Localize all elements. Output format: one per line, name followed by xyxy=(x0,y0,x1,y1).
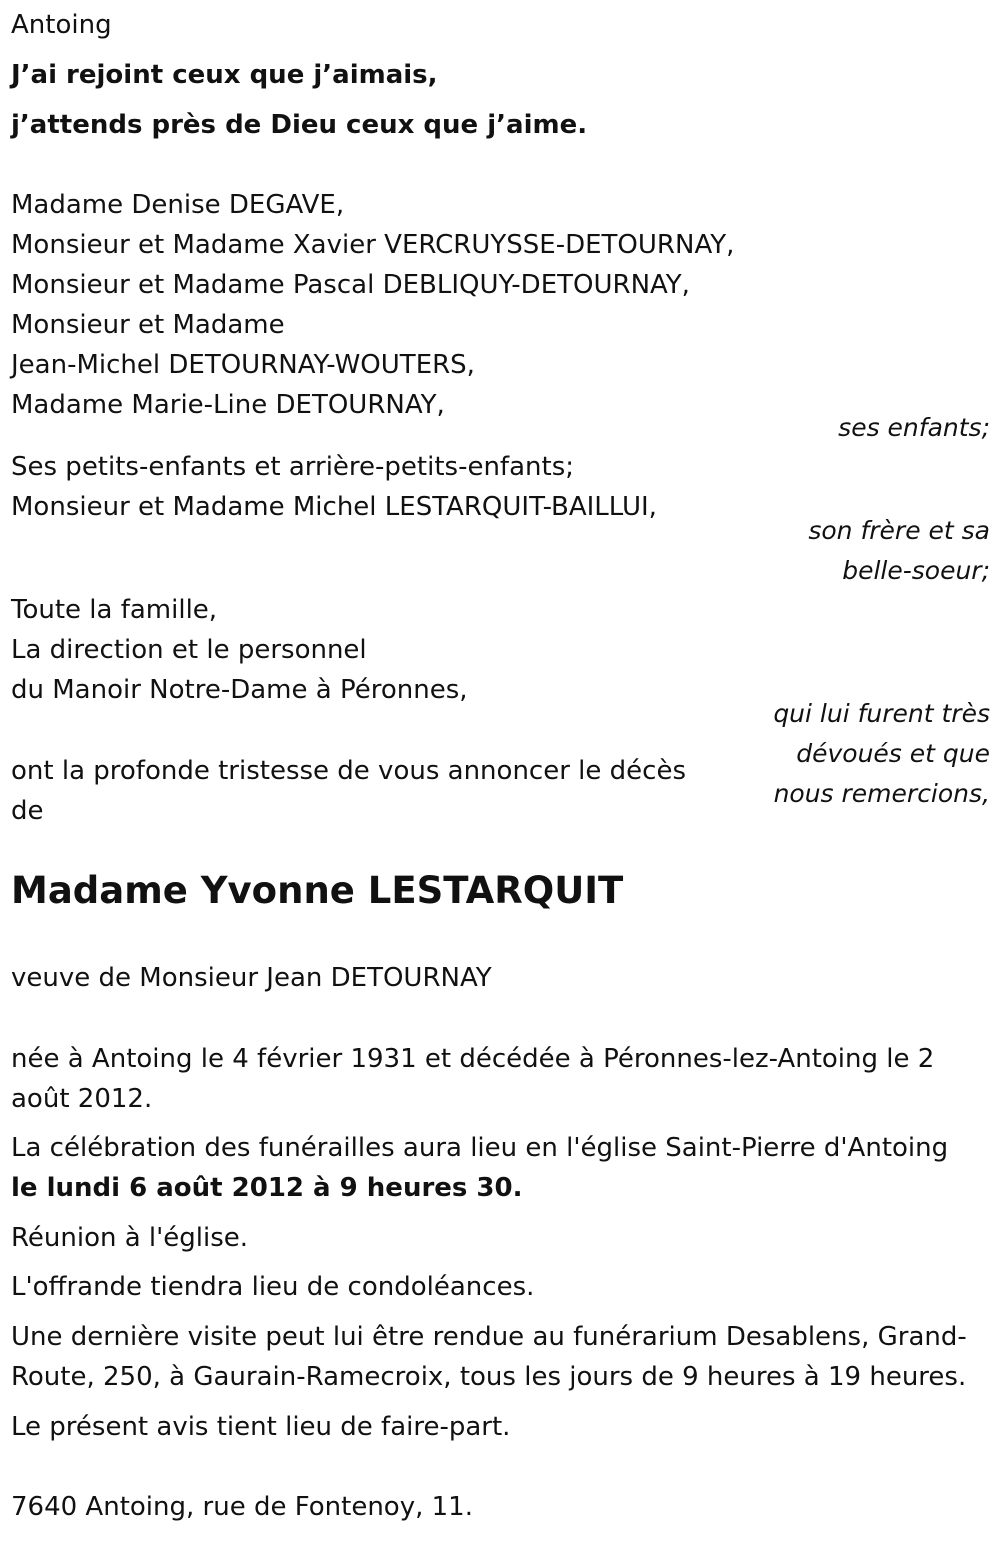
child-entry-1: Madame Denise DEGAVE, xyxy=(11,190,345,220)
others-line-1: Toute la famille, xyxy=(11,595,218,625)
child-entry-3: Monsieur et Madame Pascal DEBLIQUY-DETOURNAY, xyxy=(11,270,690,300)
others-role-1: qui lui furent très xyxy=(773,699,990,728)
sibling-role-2: belle-soeur; xyxy=(842,556,990,585)
ceremony-date: le lundi 6 août 2012 à 9 heures 30. xyxy=(11,1173,523,1203)
sibling-role-1: son frère et sa xyxy=(808,516,990,545)
epitaph-line-2: j’attends près de Dieu ceux que j’aime. xyxy=(11,110,588,140)
others-line-2: La direction et le personnel xyxy=(11,635,367,665)
grandchildren-line: Ses petits-enfants et arrière-petits-enfants; xyxy=(11,452,574,482)
sibling-line: Monsieur et Madame Michel LESTARQUIT-BAILLUI, xyxy=(11,492,657,522)
birth-death-line-2: août 2012. xyxy=(11,1084,153,1114)
child-entry-2: Monsieur et Madame Xavier VERCRUYSSE-DETOURNAY, xyxy=(11,230,735,260)
children-role: ses enfants; xyxy=(838,413,990,442)
visit-line-1: Une dernière visite peut lui être rendue au funérarium Desablens, Grand- xyxy=(11,1322,967,1352)
announce-line-2: de xyxy=(11,796,44,826)
others-role-3: nous remercions, xyxy=(773,779,990,808)
widow-of-line: veuve de Monsieur Jean DETOURNAY xyxy=(11,963,492,993)
child-entry-5: Jean-Michel DETOURNAY-WOUTERS, xyxy=(11,350,475,380)
meeting-line: Réunion à l'église. xyxy=(11,1223,249,1253)
place-heading: Antoing xyxy=(11,10,112,40)
announce-line-1: ont la profonde tristesse de vous annoncer le décès xyxy=(11,756,686,786)
others-role-2: dévoués et que xyxy=(796,739,990,768)
child-entry-4: Monsieur et Madame xyxy=(11,310,285,340)
notice-line: Le présent avis tient lieu de faire-part. xyxy=(11,1412,511,1442)
birth-death-line-1: née à Antoing le 4 février 1931 et décédée à Péronnes-lez-Antoing le 2 xyxy=(11,1044,935,1074)
child-entry-6: Madame Marie-Line DETOURNAY, xyxy=(11,390,445,420)
address-line: 7640 Antoing, rue de Fontenoy, 11. xyxy=(11,1492,473,1522)
others-line-3: du Manoir Notre-Dame à Péronnes, xyxy=(11,675,468,705)
visit-line-2: Route, 250, à Gaurain-Ramecroix, tous les jours de 9 heures à 19 heures. xyxy=(11,1362,967,1392)
deceased-name: Madame Yvonne LESTARQUIT xyxy=(11,869,624,912)
offering-line: L'offrande tiendra lieu de condoléances. xyxy=(11,1272,535,1302)
ceremony-line: La célébration des funérailles aura lieu en l'église Saint-Pierre d'Antoing xyxy=(11,1133,949,1163)
epitaph-line-1: J’ai rejoint ceux que j’aimais, xyxy=(11,60,438,90)
